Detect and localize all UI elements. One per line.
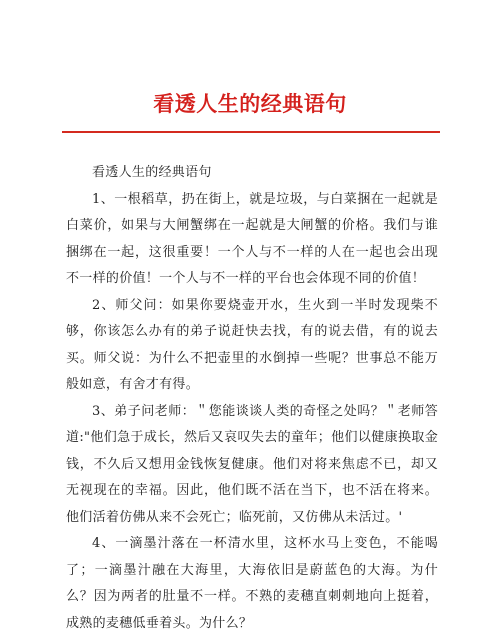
paragraph-4: 4、一滴墨汁落在一杯清水里，这杯水马上变色，不能喝了；一滴墨汁融在大海里，大海依旧是蔚蓝色的大海。为什么？因为两者的肚量不一样。不熟的麦穗直刺刺地向上挺着，成熟的麦穗低垂着头。为什么？ <box>66 536 438 631</box>
paragraph-2: 2、师父问：如果你要烧壶开水，生火到一半时发现柴不够，你该怎么办有的弟子说赶快去找，有的说去借，有的说去买。师父说：为什么不把壶里的水倒掉一些呢？世事总不能万般如意，有舍才有得。 <box>66 297 438 392</box>
paragraph-heading: 看透人生的经典语句 <box>92 165 212 180</box>
title-divider <box>62 131 440 133</box>
document-title: 看透人生的经典语句 <box>153 91 347 116</box>
paragraph-1: 1、一根稻草，扔在街上，就是垃圾，与白菜捆在一起就是白菜价，如果与大闸蟹绑在一起就是大闸蟹的价格。我们与谁捆绑在一起，这很重要！一个人与不一样的人在一起也会出现不一样的价值！一个人与不一样的平台也会体现不同的价值！ <box>66 191 438 286</box>
document-body <box>66 160 438 637</box>
paragraph-3: 3、弟子问老师：＂您能谈谈人类的奇怪之处吗？＂老师答道:"他们急于成长，然后又哀叹失去的童年；他们以健康换取金钱，不久后又想用金钱恢复健康。他们对将来焦虑不已，却又无视现在的幸福。因此，他们既不活在当下，也不活在将来。他们活着仿佛从来不会死亡；临死前，又仿佛从未活过。' <box>66 403 438 525</box>
